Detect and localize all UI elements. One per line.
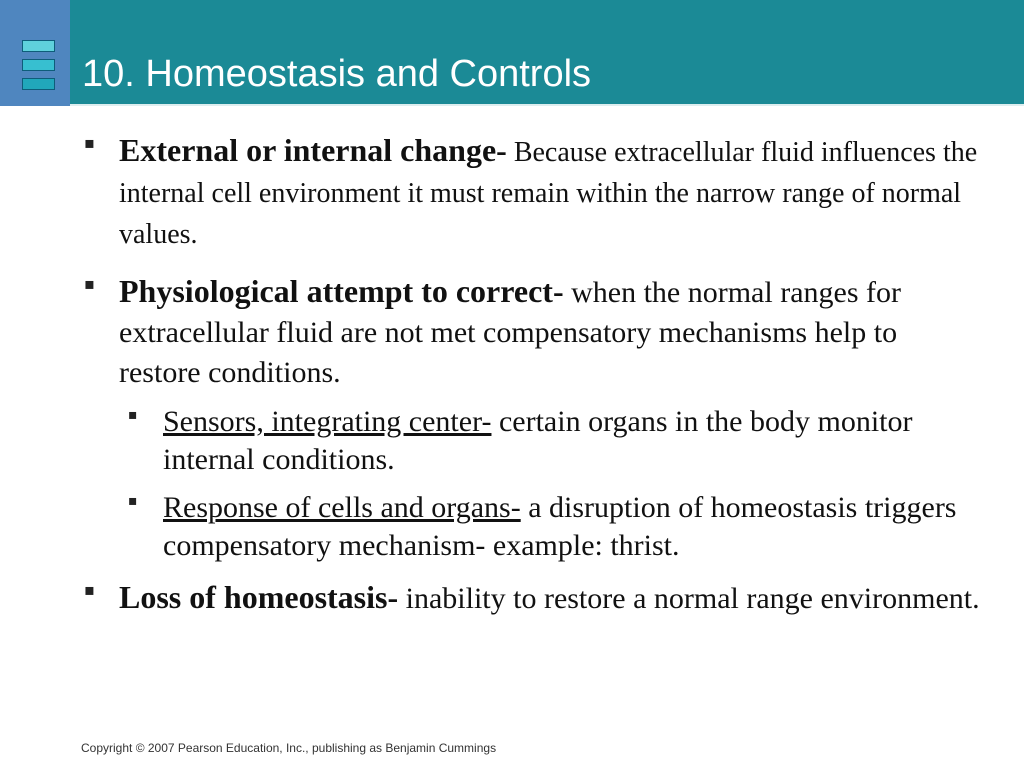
sub-bullet-lead: Response of cells and organs- — [163, 491, 521, 524]
bullet-body — [119, 130, 984, 255]
sub-bullet-response — [128, 489, 984, 565]
slide-content — [84, 130, 984, 619]
header-left-block — [0, 0, 70, 106]
sub-bullet-body — [163, 491, 956, 562]
sub-bullet-text: a disruption of homeostasis triggers compensatory mechanism- example: thrist. — [163, 491, 957, 562]
bullet-body — [119, 271, 984, 393]
stack-bar-top — [22, 40, 55, 52]
header-divider — [70, 104, 1024, 106]
bullet-text: when the normal ranges for extracellular fluid are not met compensatory mechanisms help to restore conditions. — [119, 276, 901, 389]
bullet-physiological-attempt — [84, 271, 984, 393]
bullet-marker: ▪ — [84, 274, 95, 293]
sub-bullet-marker: ▪ — [128, 407, 138, 423]
stack-bar-bottom — [22, 78, 55, 90]
slide-title: 10. Homeostasis and Controls — [82, 53, 592, 95]
bullet-external-internal-change — [84, 130, 984, 255]
stacked-layers-icon — [22, 40, 55, 92]
bullet-lead: Loss of homeostasis- — [119, 579, 399, 615]
stack-bar-middle — [22, 59, 55, 71]
bullet-body — [119, 577, 984, 619]
bullet-marker: ▪ — [84, 133, 95, 152]
sub-bullet-sensors — [128, 403, 984, 479]
copyright-footer: Copyright © 2007 Pearson Education, Inc., publishing as Benjamin Cummings — [81, 741, 497, 755]
bullet-lead: External or internal change- — [119, 132, 507, 168]
bullet-loss-of-homeostasis — [84, 577, 984, 619]
bullet-lead: Physiological attempt to correct- — [119, 273, 564, 309]
bullet-marker: ▪ — [84, 580, 95, 599]
sub-bullet-text: certain organs in the body monitor internal conditions. — [163, 405, 913, 476]
sub-bullet-lead: Sensors, integrating center- — [163, 405, 492, 438]
sub-bullet-body — [163, 405, 913, 476]
bullet-text: Because extracellular fluid influences the internal cell environment it must remain within the narrow range of normal values. — [119, 137, 978, 250]
sub-bullet-marker: ▪ — [128, 493, 138, 509]
bullet-text: inability to restore a normal range environment. — [398, 582, 980, 615]
slide-header — [0, 0, 1024, 106]
